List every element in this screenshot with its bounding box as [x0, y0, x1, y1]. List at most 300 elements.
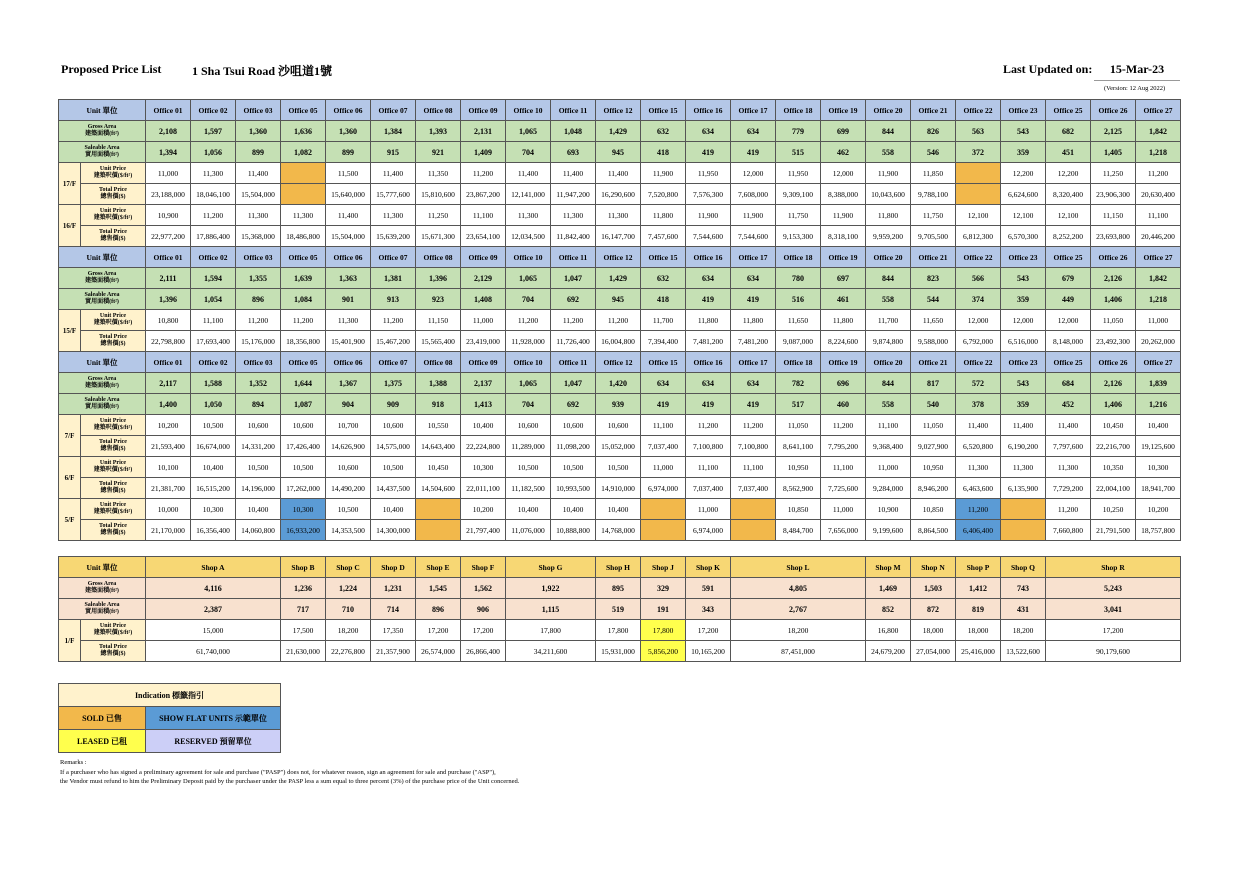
- saleable-area-cell: 1,406: [1091, 289, 1136, 310]
- gross-area-cell: 1,842: [1136, 121, 1181, 142]
- floor-label: 5/F: [59, 499, 81, 541]
- unit-price-cell: 11,100: [461, 205, 506, 226]
- saleable-area-cell: 704: [506, 394, 551, 415]
- unit-price-label-en: Unit Price: [99, 313, 127, 319]
- unit-price-cell: 10,300: [1136, 457, 1181, 478]
- saleable-area-cell: 378: [956, 394, 1001, 415]
- unit-price-label: [81, 310, 146, 331]
- gross-area-cell: 1,839: [1136, 373, 1181, 394]
- saleable-area-cell: 819: [956, 599, 1001, 620]
- saleable-area-cell: 904: [326, 394, 371, 415]
- unit-price-cell: 10,800: [146, 310, 191, 331]
- shop-price-table: [58, 556, 1181, 662]
- gross-area-cell: 2,126: [1091, 268, 1136, 289]
- saleable-area-cell: 692: [551, 394, 596, 415]
- total-price-cell: 22,977,200: [146, 226, 191, 247]
- office-header: Office 09: [461, 352, 506, 373]
- unit-price-cell: 10,500: [236, 457, 281, 478]
- saleable-area-cell: 1,087: [281, 394, 326, 415]
- unit-price-cell: 18,200: [731, 620, 866, 641]
- shop-header: Shop N: [911, 557, 956, 578]
- unit-price-cell: 11,300: [506, 205, 551, 226]
- total-price-label-en: Total Price: [99, 439, 127, 445]
- unit-price-cell: 11,400: [506, 163, 551, 184]
- unit-price-cell: 11,300: [371, 205, 416, 226]
- total-price-cell: 21,593,400: [146, 436, 191, 457]
- saleable-area-cell: 451: [1046, 142, 1091, 163]
- unit-price-cell: 10,350: [1091, 457, 1136, 478]
- total-price-label: [81, 520, 146, 541]
- total-price-cell: 14,768,000: [596, 520, 641, 541]
- unit-price-cell: 11,800: [731, 310, 776, 331]
- saleable-area-label: [59, 599, 146, 620]
- shop-header: Shop H: [596, 557, 641, 578]
- total-price-label-en: Total Price: [99, 523, 127, 529]
- unit-price-cell: 17,200: [1046, 620, 1181, 641]
- total-price-cell: 15,504,000: [326, 226, 371, 247]
- office-header: Office 07: [371, 247, 416, 268]
- total-price-cell: 8,946,200: [911, 478, 956, 499]
- unit-price-cell: 12,000: [1046, 310, 1091, 331]
- saleable-area-cell: 558: [866, 289, 911, 310]
- office-header: Office 06: [326, 100, 371, 121]
- gross-area-cell: 2,125: [1091, 121, 1136, 142]
- total-price-cell: 21,357,900: [371, 641, 416, 662]
- total-price-cell: 7,457,600: [641, 226, 686, 247]
- office-header: Office 25: [1046, 100, 1091, 121]
- unit-price-cell: 10,600: [506, 415, 551, 436]
- office-header: Office 05: [281, 247, 326, 268]
- unit-price-label-en: Unit Price: [99, 166, 127, 172]
- unit-price-cell: 11,200: [371, 310, 416, 331]
- total-price-label: [81, 478, 146, 499]
- office-header: Office 05: [281, 100, 326, 121]
- saleable-area-cell: 515: [776, 142, 821, 163]
- total-price-cell: 22,004,100: [1091, 478, 1136, 499]
- total-price-cell: 6,624,600: [1001, 184, 1046, 205]
- unit-price-cell: 11,300: [326, 310, 371, 331]
- unit-price-cell: [281, 163, 326, 184]
- unit-price-cell: 18,200: [1001, 620, 1046, 641]
- total-price-label-zh: 總售價($): [100, 236, 126, 242]
- unit-price-cell: 11,100: [821, 457, 866, 478]
- gross-area-cell: 2,131: [461, 121, 506, 142]
- office-header: Office 02: [191, 247, 236, 268]
- gross-area-cell: 4,116: [146, 578, 281, 599]
- total-price-cell: 10,165,200: [686, 641, 731, 662]
- unit-price-cell: 12,100: [956, 205, 1001, 226]
- unit-price-cell: 11,300: [1001, 457, 1046, 478]
- saleable-area-cell: 872: [911, 599, 956, 620]
- saleable-area-cell: 540: [911, 394, 956, 415]
- unit-price-cell: 10,450: [1091, 415, 1136, 436]
- unit-price-cell: 10,500: [281, 457, 326, 478]
- office-header: Office 21: [911, 352, 956, 373]
- total-price-cell: 21,797,400: [461, 520, 506, 541]
- gross-area-cell: 543: [1001, 373, 1046, 394]
- total-price-cell: 14,331,200: [236, 436, 281, 457]
- unit-price-cell: 17,200: [416, 620, 461, 641]
- shop-header: Shop M: [866, 557, 911, 578]
- total-price-cell: 7,520,800: [641, 184, 686, 205]
- total-price-cell: 26,866,400: [461, 641, 506, 662]
- gross-area-cell: 679: [1046, 268, 1091, 289]
- unit-price-label: [81, 205, 146, 226]
- total-price-cell: 18,941,700: [1136, 478, 1181, 499]
- total-price-cell: 14,490,200: [326, 478, 371, 499]
- gross-area-label-en: Gross Area: [87, 376, 117, 382]
- saleable-area-cell: 419: [686, 394, 731, 415]
- office-header: Office 23: [1001, 100, 1046, 121]
- total-price-cell: 14,196,000: [236, 478, 281, 499]
- unit-price-cell: 10,500: [551, 457, 596, 478]
- gross-area-cell: 699: [821, 121, 866, 142]
- total-price-cell: 9,705,500: [911, 226, 956, 247]
- unit-price-cell: 10,600: [326, 457, 371, 478]
- office-header: Office 05: [281, 352, 326, 373]
- saleable-area-cell: 899: [236, 142, 281, 163]
- shop-header: Shop L: [731, 557, 866, 578]
- gross-area-label-en: Gross Area: [87, 271, 117, 277]
- unit-price-cell: 10,200: [146, 415, 191, 436]
- office-header: Office 01: [146, 100, 191, 121]
- office-header: Office 22: [956, 100, 1001, 121]
- gross-area-label: [59, 373, 146, 394]
- total-price-cell: 23,654,100: [461, 226, 506, 247]
- office-header: Office 20: [866, 352, 911, 373]
- unit-header-label: Unit 單位: [59, 352, 146, 373]
- unit-price-cell: 10,200: [1136, 499, 1181, 520]
- total-price-cell: 25,416,000: [956, 641, 1001, 662]
- unit-price-cell: 11,050: [776, 415, 821, 436]
- total-price-cell: 15,671,300: [416, 226, 461, 247]
- unit-price-cell: 11,050: [1091, 310, 1136, 331]
- gross-area-cell: 2,117: [146, 373, 191, 394]
- total-price-cell: 16,515,200: [191, 478, 236, 499]
- gross-area-cell: 1,047: [551, 373, 596, 394]
- unit-price-cell: 10,900: [866, 499, 911, 520]
- shop-header: Shop G: [506, 557, 596, 578]
- total-price-cell: 7,037,400: [686, 478, 731, 499]
- total-price-cell: 8,641,100: [776, 436, 821, 457]
- office-price-table: [58, 99, 1181, 541]
- unit-price-cell: 12,200: [1001, 163, 1046, 184]
- unit-price-cell: 11,200: [461, 163, 506, 184]
- unit-price-cell: 10,500: [506, 457, 551, 478]
- total-price-cell: 16,674,000: [191, 436, 236, 457]
- office-header: Office 01: [146, 352, 191, 373]
- office-header: Office 01: [146, 247, 191, 268]
- saleable-area-label-en: Saleable Area: [84, 397, 120, 403]
- gross-area-label-zh: 建築面積(ft²): [85, 383, 119, 389]
- saleable-area-cell: 1,413: [461, 394, 506, 415]
- gross-area-label-zh: 建築面積(ft²): [85, 588, 119, 594]
- total-price-cell: [281, 184, 326, 205]
- shop-header: Shop A: [146, 557, 281, 578]
- unit-price-label-zh: 建築呎價($/ft²): [93, 467, 133, 473]
- unit-price-cell: 11,300: [281, 205, 326, 226]
- unit-price-cell: 11,200: [191, 205, 236, 226]
- office-header: Office 11: [551, 352, 596, 373]
- gross-area-cell: 1,429: [596, 121, 641, 142]
- unit-price-label-en: Unit Price: [99, 418, 127, 424]
- gross-area-cell: 684: [1046, 373, 1091, 394]
- unit-price-cell: 10,000: [146, 499, 191, 520]
- unit-price-cell: 18,000: [956, 620, 1001, 641]
- office-header: Office 03: [236, 100, 281, 121]
- total-price-cell: 16,356,400: [191, 520, 236, 541]
- unit-price-cell: 10,400: [506, 499, 551, 520]
- project-name: 1 Sha Tsui Road 沙咀道1號: [192, 64, 333, 78]
- gross-area-cell: 1,384: [371, 121, 416, 142]
- saleable-area-cell: 1,405: [1091, 142, 1136, 163]
- unit-price-cell: 10,900: [146, 205, 191, 226]
- saleable-area-cell: 1,216: [1136, 394, 1181, 415]
- unit-price-cell: 10,600: [236, 415, 281, 436]
- unit-price-cell: 10,200: [461, 499, 506, 520]
- saleable-area-cell: 693: [551, 142, 596, 163]
- saleable-area-cell: 945: [596, 289, 641, 310]
- total-price-cell: 87,451,000: [731, 641, 866, 662]
- gross-area-cell: 632: [641, 268, 686, 289]
- total-price-cell: 11,098,200: [551, 436, 596, 457]
- saleable-area-cell: 558: [866, 142, 911, 163]
- gross-area-cell: 817: [911, 373, 956, 394]
- unit-price-cell: 11,900: [866, 163, 911, 184]
- gross-area-cell: 1,503: [911, 578, 956, 599]
- total-price-cell: [956, 184, 1001, 205]
- office-header: Office 27: [1136, 100, 1181, 121]
- total-price-cell: 11,289,000: [506, 436, 551, 457]
- office-header: Office 26: [1091, 352, 1136, 373]
- total-price-label: [81, 436, 146, 457]
- gross-area-cell: 1,412: [956, 578, 1001, 599]
- saleable-area-cell: 452: [1046, 394, 1091, 415]
- total-price-cell: 90,179,600: [1046, 641, 1181, 662]
- unit-price-cell: 12,000: [956, 310, 1001, 331]
- total-price-cell: 20,262,000: [1136, 331, 1181, 352]
- saleable-area-label: [59, 142, 146, 163]
- total-price-cell: 8,562,900: [776, 478, 821, 499]
- total-price-cell: 15,467,200: [371, 331, 416, 352]
- unit-price-cell: 10,500: [596, 457, 641, 478]
- office-header: Office 06: [326, 247, 371, 268]
- gross-area-cell: 1,352: [236, 373, 281, 394]
- office-header: Office 02: [191, 100, 236, 121]
- gross-area-cell: 1,469: [866, 578, 911, 599]
- unit-price-cell: [731, 499, 776, 520]
- shop-header: Shop P: [956, 557, 1001, 578]
- unit-price-cell: 11,200: [596, 310, 641, 331]
- total-price-cell: 24,679,200: [866, 641, 911, 662]
- gross-area-cell: 1,420: [596, 373, 641, 394]
- remarks-heading: Remarks :: [60, 759, 87, 766]
- office-header: Office 18: [776, 247, 821, 268]
- unit-price-cell: 17,350: [371, 620, 416, 641]
- unit-price-cell: 10,100: [146, 457, 191, 478]
- gross-area-cell: 566: [956, 268, 1001, 289]
- saleable-area-label: [59, 394, 146, 415]
- total-price-cell: 15,565,400: [416, 331, 461, 352]
- saleable-area-cell: 901: [326, 289, 371, 310]
- total-price-label-zh: 總售價($): [100, 341, 126, 347]
- shop-header: Shop C: [326, 557, 371, 578]
- shop-header: Shop J: [641, 557, 686, 578]
- total-price-cell: 11,076,000: [506, 520, 551, 541]
- total-price-cell: 27,054,000: [911, 641, 956, 662]
- gross-area-cell: 1,048: [551, 121, 596, 142]
- gross-area-cell: 2,126: [1091, 373, 1136, 394]
- legend-reserved: RESERVED 預留單位: [146, 730, 281, 753]
- total-price-cell: 23,188,000: [146, 184, 191, 205]
- saleable-area-cell: 343: [686, 599, 731, 620]
- total-price-cell: 12,141,000: [506, 184, 551, 205]
- unit-price-cell: 11,300: [596, 205, 641, 226]
- saleable-area-cell: 1,394: [146, 142, 191, 163]
- office-header: Office 12: [596, 247, 641, 268]
- gross-area-cell: 634: [686, 121, 731, 142]
- unit-price-cell: 11,750: [776, 205, 821, 226]
- total-price-cell: 11,182,500: [506, 478, 551, 499]
- office-header: Office 10: [506, 247, 551, 268]
- total-price-cell: 7,608,000: [731, 184, 776, 205]
- total-price-label: [81, 331, 146, 352]
- unit-price-cell: 11,300: [1046, 457, 1091, 478]
- saleable-area-cell: 913: [371, 289, 416, 310]
- gross-area-cell: 543: [1001, 268, 1046, 289]
- remarks-line-2: the Vendor must refund to him the Preliminary Deposit paid by the purchaser under the PASP less a sum equal to three percent (3%) of the purchase price of the Unit concerned.: [60, 778, 520, 785]
- gross-area-label: [59, 578, 146, 599]
- unit-price-cell: 11,950: [686, 163, 731, 184]
- total-price-cell: 15,810,600: [416, 184, 461, 205]
- unit-price-cell: 11,950: [776, 163, 821, 184]
- total-price-cell: 15,368,000: [236, 226, 281, 247]
- unit-price-cell: 11,100: [866, 415, 911, 436]
- office-header: Office 09: [461, 100, 506, 121]
- unit-price-cell: 11,100: [191, 310, 236, 331]
- total-price-cell: 7,481,200: [686, 331, 731, 352]
- total-price-cell: 9,959,200: [866, 226, 911, 247]
- gross-area-cell: 1,396: [416, 268, 461, 289]
- office-header: Office 26: [1091, 247, 1136, 268]
- unit-price-label: [81, 499, 146, 520]
- gross-area-cell: 563: [956, 121, 1001, 142]
- saleable-area-cell: 418: [641, 289, 686, 310]
- unit-price-label-en: Unit Price: [99, 208, 127, 214]
- floor-label: 7/F: [59, 415, 81, 457]
- saleable-area-cell: 1,050: [191, 394, 236, 415]
- total-price-cell: 7,037,400: [641, 436, 686, 457]
- unit-price-cell: 11,400: [596, 163, 641, 184]
- unit-price-cell: 11,350: [416, 163, 461, 184]
- office-header: Office 21: [911, 100, 956, 121]
- saleable-area-cell: 852: [866, 599, 911, 620]
- gross-area-cell: 826: [911, 121, 956, 142]
- unit-price-cell: 11,800: [641, 205, 686, 226]
- unit-price-label-zh: 建築呎價($/ft²): [93, 320, 133, 326]
- total-price-cell: 9,087,000: [776, 331, 821, 352]
- total-price-cell: 21,630,000: [281, 641, 326, 662]
- gross-area-cell: 2,108: [146, 121, 191, 142]
- office-header: Office 23: [1001, 352, 1046, 373]
- office-header: Office 19: [821, 247, 866, 268]
- total-price-cell: 9,309,100: [776, 184, 821, 205]
- total-price-cell: 14,504,600: [416, 478, 461, 499]
- saleable-area-cell: 462: [821, 142, 866, 163]
- office-header: Office 15: [641, 352, 686, 373]
- saleable-area-cell: 372: [956, 142, 1001, 163]
- total-price-label-zh: 總售價($): [100, 194, 126, 200]
- saleable-area-cell: 3,041: [1046, 599, 1181, 620]
- shop-header: Shop Q: [1001, 557, 1046, 578]
- unit-price-cell: 11,000: [146, 163, 191, 184]
- unit-price-label: [81, 415, 146, 436]
- saleable-area-cell: 692: [551, 289, 596, 310]
- total-price-cell: 18,046,100: [191, 184, 236, 205]
- total-price-cell: 11,726,400: [551, 331, 596, 352]
- gross-area-cell: 682: [1046, 121, 1091, 142]
- total-price-label: [81, 226, 146, 247]
- office-header: Office 12: [596, 100, 641, 121]
- total-price-cell: 23,867,200: [461, 184, 506, 205]
- total-price-cell: [416, 520, 461, 541]
- office-header: Office 15: [641, 247, 686, 268]
- total-price-cell: 14,626,900: [326, 436, 371, 457]
- unit-price-cell: [1001, 499, 1046, 520]
- unit-price-cell: 10,400: [191, 457, 236, 478]
- unit-price-label: [81, 457, 146, 478]
- gross-area-cell: 1,588: [191, 373, 236, 394]
- unit-price-cell: 10,500: [326, 499, 371, 520]
- saleable-area-cell: 419: [731, 142, 776, 163]
- saleable-area-cell: 921: [416, 142, 461, 163]
- total-price-cell: 6,974,000: [686, 520, 731, 541]
- unit-price-cell: [641, 499, 686, 520]
- saleable-area-cell: 1,408: [461, 289, 506, 310]
- office-header: Office 21: [911, 247, 956, 268]
- total-price-cell: 7,481,200: [731, 331, 776, 352]
- total-price-label-zh: 總售價($): [100, 651, 126, 657]
- total-price-cell: 7,037,400: [731, 478, 776, 499]
- updated-label: Last Updated on:: [1003, 62, 1093, 76]
- saleable-area-cell: 714: [371, 599, 416, 620]
- shop-header: Shop B: [281, 557, 326, 578]
- total-price-cell: 7,725,600: [821, 478, 866, 499]
- shop-header: Shop F: [461, 557, 506, 578]
- total-price-cell: 15,401,900: [326, 331, 371, 352]
- unit-price-cell: 11,000: [641, 457, 686, 478]
- unit-price-cell: 11,800: [866, 205, 911, 226]
- unit-price-cell: 11,200: [1136, 163, 1181, 184]
- saleable-area-cell: 704: [506, 142, 551, 163]
- total-price-cell: 9,368,400: [866, 436, 911, 457]
- total-price-cell: 7,394,400: [641, 331, 686, 352]
- saleable-area-cell: 419: [686, 142, 731, 163]
- floor-label: 17/F: [59, 163, 81, 205]
- total-price-cell: 17,886,400: [191, 226, 236, 247]
- saleable-area-cell: 418: [641, 142, 686, 163]
- total-price-cell: 16,004,800: [596, 331, 641, 352]
- total-price-cell: 23,693,800: [1091, 226, 1136, 247]
- unit-price-cell: 11,500: [326, 163, 371, 184]
- saleable-area-cell: 717: [281, 599, 326, 620]
- office-header: Office 17: [731, 352, 776, 373]
- updated-date: 15-Mar-23: [1094, 62, 1180, 81]
- unit-price-cell: 12,000: [1001, 310, 1046, 331]
- unit-price-cell: 11,200: [686, 415, 731, 436]
- saleable-area-cell: 419: [731, 289, 776, 310]
- gross-area-cell: 1,065: [506, 268, 551, 289]
